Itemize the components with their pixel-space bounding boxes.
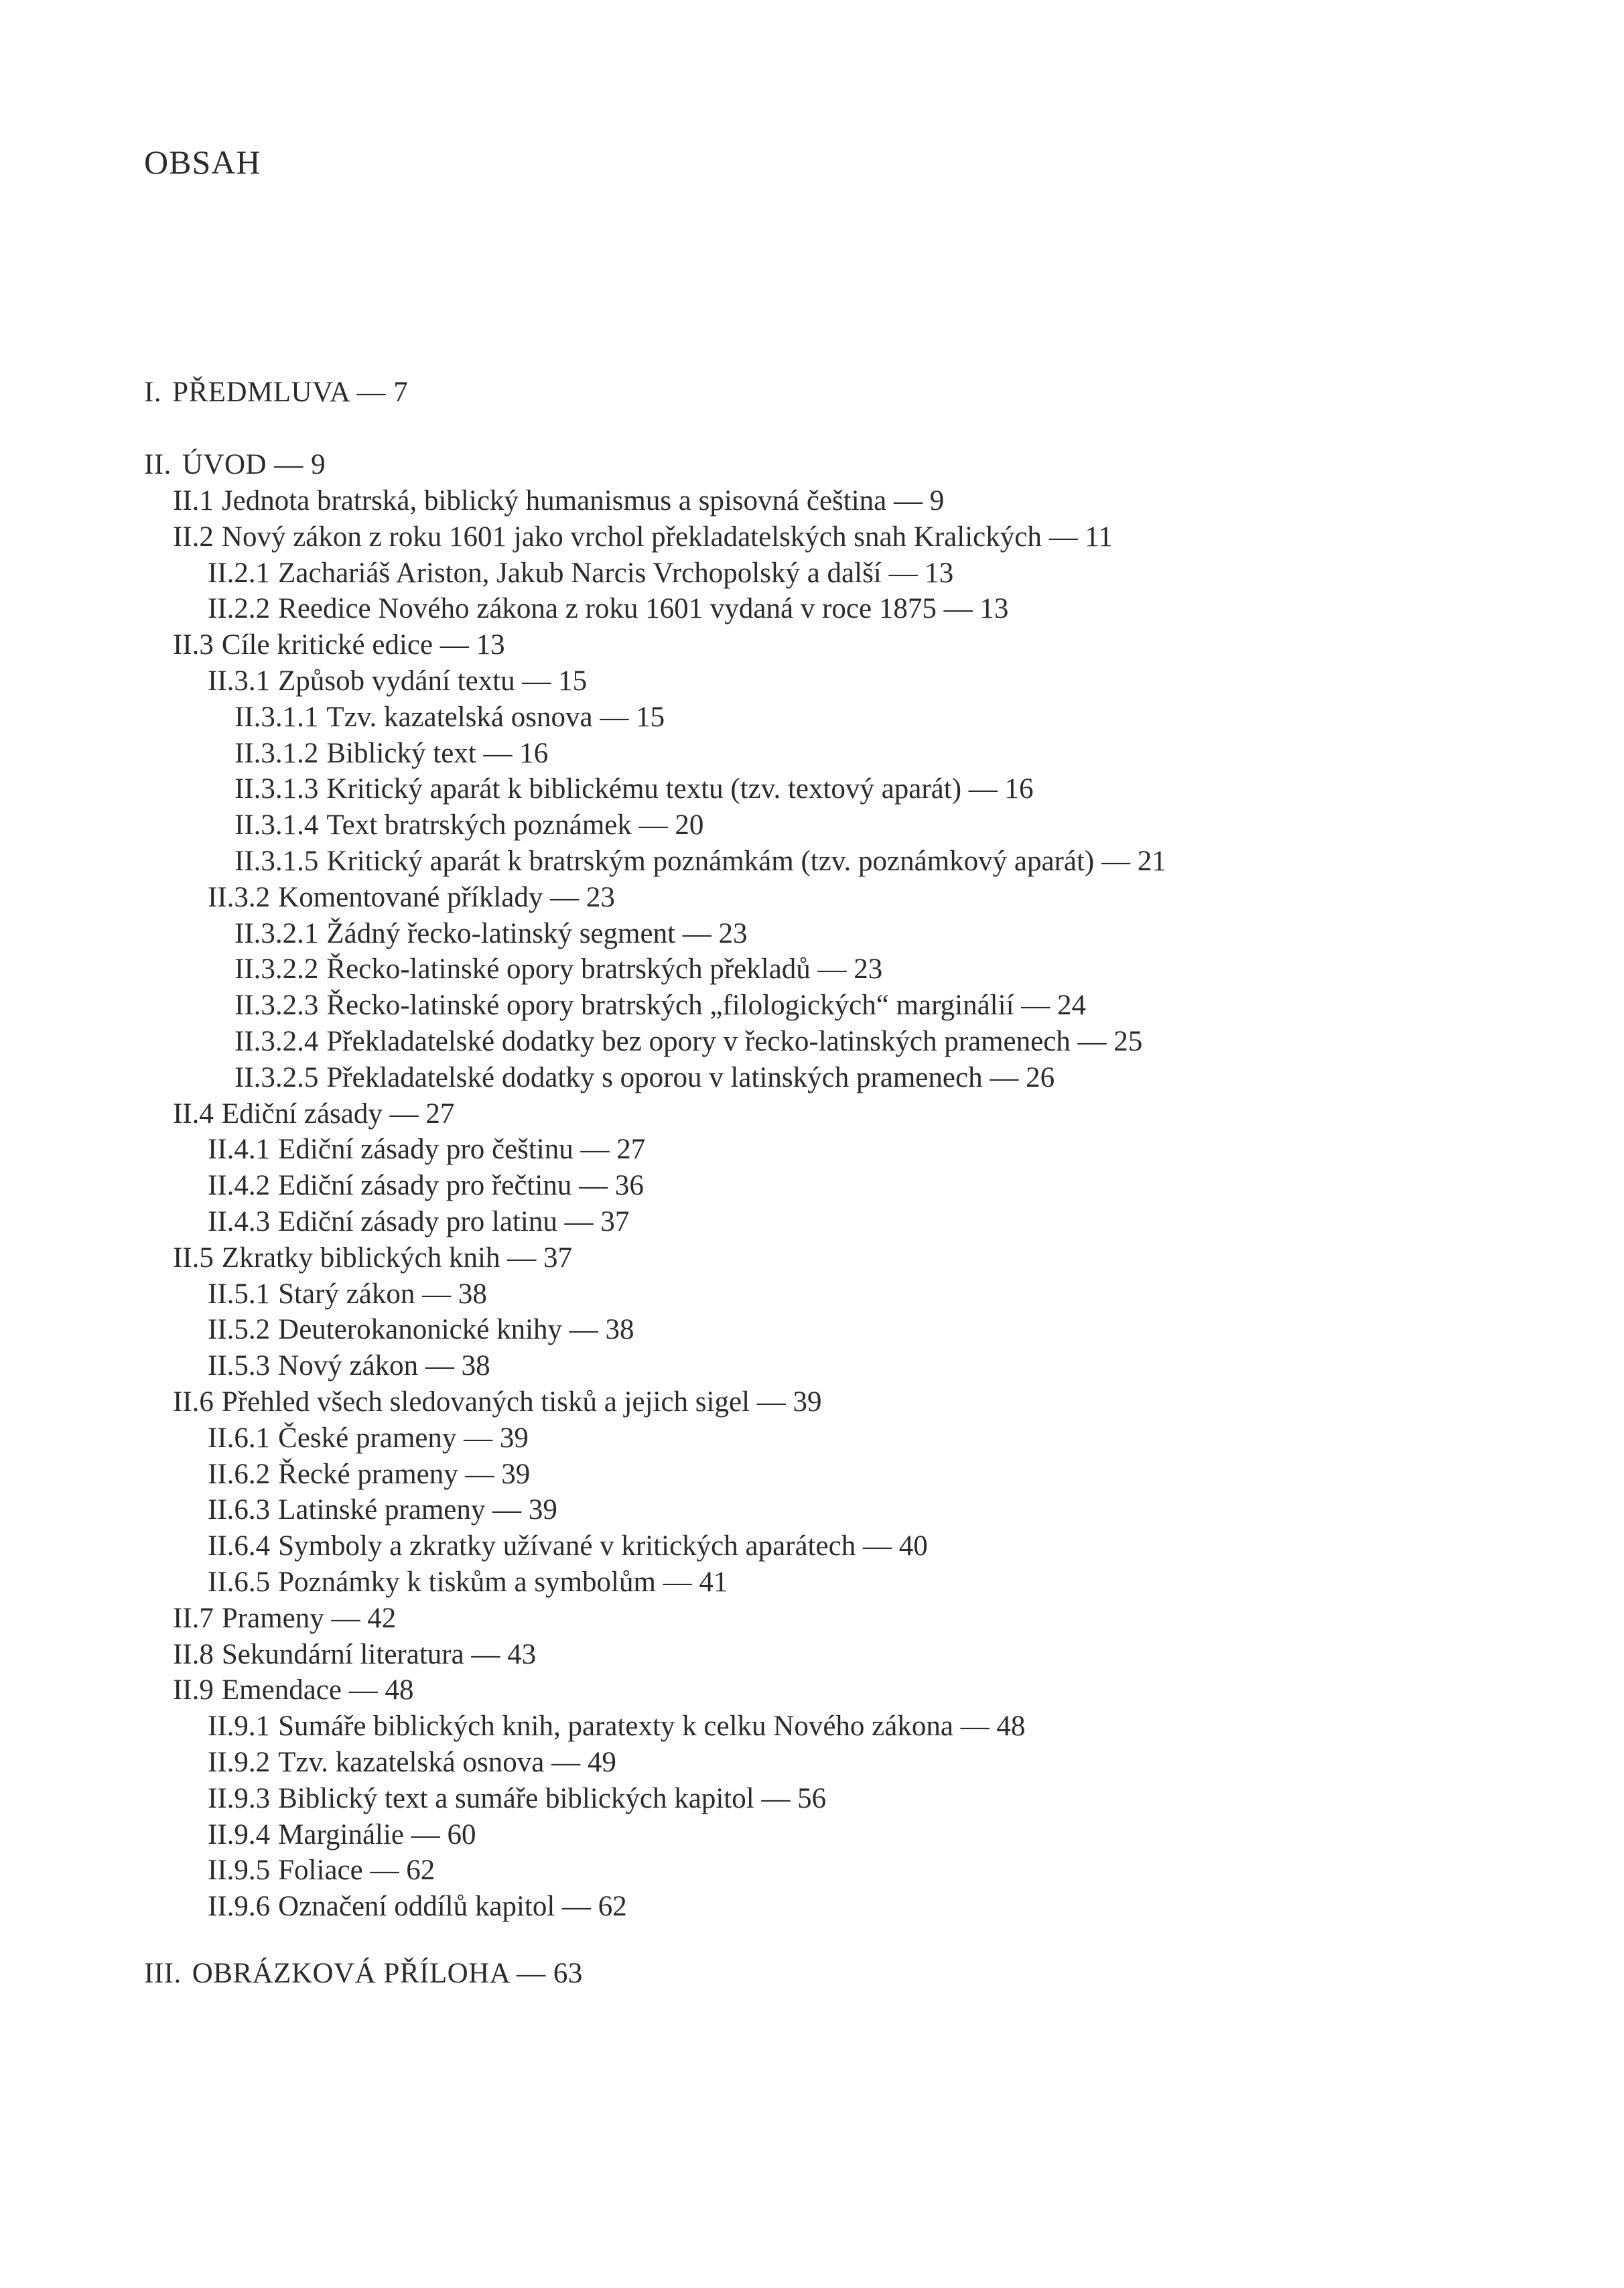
toc-entry bbox=[208, 1493, 557, 1528]
toc-entry bbox=[234, 700, 665, 735]
toc-entry-title: Deuterokanonické knihy — 38 bbox=[278, 1314, 634, 1345]
toc-entry-number: II.3.2.2 bbox=[234, 953, 319, 985]
toc-entry bbox=[173, 1601, 396, 1636]
toc-entry-number: II.3.2 bbox=[208, 882, 271, 913]
toc-entry-number: II.5 bbox=[173, 1242, 214, 1274]
toc-entry bbox=[234, 1061, 1055, 1095]
toc-entry-title: Nový zákon — 38 bbox=[278, 1350, 490, 1382]
toc-entry-title: Přehled všech sledovaných tisků a jejich sigel — 39 bbox=[221, 1386, 822, 1418]
toc-entry-title: Emendace — 48 bbox=[221, 1674, 414, 1706]
toc-entry bbox=[208, 1529, 928, 1564]
toc-entry-title: Reedice Nového zákona z roku 1601 vydaná v roce 1875 — 13 bbox=[278, 593, 1009, 624]
toc-entry bbox=[173, 1385, 822, 1420]
toc-entry-number: II.3.2.5 bbox=[234, 1062, 319, 1093]
toc-entry-number: II.5.1 bbox=[208, 1278, 271, 1310]
toc-entry-number: II.4.3 bbox=[208, 1206, 271, 1237]
toc-entry-number: II.4.1 bbox=[208, 1134, 271, 1165]
toc-entry-number: II.3.1.3 bbox=[234, 773, 319, 805]
toc-entry-title: Jednota bratrská, biblický humanismus a spisovná čeština — 9 bbox=[221, 485, 945, 517]
page-title: OBSAH bbox=[144, 143, 261, 181]
toc-entry-title: Ediční zásady pro latinu — 37 bbox=[278, 1206, 630, 1237]
toc-entry-title: Sumáře biblických knih, paratexty k celku Nového zákona — 48 bbox=[278, 1710, 1026, 1742]
toc-entry bbox=[173, 1673, 413, 1708]
toc-entry bbox=[234, 772, 1034, 807]
toc-entry-title: Sekundární literatura — 43 bbox=[221, 1639, 537, 1670]
toc-entry bbox=[234, 988, 1086, 1023]
toc-entry bbox=[173, 628, 505, 663]
toc-entry-number: II.9.4 bbox=[208, 1819, 271, 1850]
toc-entry bbox=[208, 1709, 1025, 1744]
toc-entry-number: II.6.3 bbox=[208, 1494, 271, 1526]
toc-entry bbox=[208, 1781, 826, 1816]
toc-entry bbox=[173, 520, 1113, 555]
toc-entry-number: II.8 bbox=[173, 1639, 214, 1670]
toc-entry-title: Řecko-latinské opory bratrských „filologických“ marginálií — 24 bbox=[326, 990, 1087, 1021]
toc-entry bbox=[208, 1745, 616, 1780]
toc-entry-title: Symboly a zkratky užívané v kritických aparátech — 40 bbox=[278, 1530, 928, 1562]
toc-entry-title: Zkratky biblických knih — 37 bbox=[221, 1242, 572, 1274]
toc-entry bbox=[234, 736, 548, 771]
toc-entry bbox=[208, 1421, 529, 1456]
toc-entry-title: Prameny — 42 bbox=[221, 1603, 397, 1634]
toc-entry bbox=[208, 1205, 629, 1239]
toc-entry-title: Komentované příklady — 23 bbox=[278, 882, 615, 913]
toc-entry bbox=[208, 592, 1008, 626]
toc-entry-number: II.3.2.4 bbox=[234, 1026, 319, 1057]
toc-entry bbox=[208, 556, 953, 591]
toc-entry-title: Biblický text a sumáře biblických kapitol — 56 bbox=[278, 1783, 827, 1814]
toc-entry-title: Kritický aparát k biblickému textu (tzv. textový aparát) — 16 bbox=[326, 773, 1034, 805]
toc-entry-title: Řecko-latinské opory bratrských překladů — 23 bbox=[326, 953, 883, 985]
toc-entry-number: II.2.1 bbox=[208, 557, 271, 589]
toc-entry-title: České prameny — 39 bbox=[278, 1422, 529, 1454]
toc-entry-title: Ediční zásady — 27 bbox=[221, 1098, 455, 1130]
toc-entry-number: II.9.2 bbox=[208, 1747, 271, 1778]
toc-entry bbox=[208, 1277, 487, 1312]
toc-entry-title: Zachariáš Ariston, Jakub Narcis Vrchopolský a další — 13 bbox=[278, 557, 954, 589]
toc-entry-number: II.3.1.4 bbox=[234, 809, 319, 841]
toc-entry-number: II.2.2 bbox=[208, 593, 271, 624]
toc-entry-number: II.6.4 bbox=[208, 1530, 271, 1562]
toc-entry-number: II.6.5 bbox=[208, 1566, 271, 1598]
toc-entry-title: Ediční zásady pro řečtinu — 36 bbox=[278, 1170, 644, 1201]
toc-entry-title: PŘEDMLUVA — 7 bbox=[172, 377, 409, 408]
toc-entry-number: III. bbox=[144, 1958, 182, 1989]
toc-entry-number: II. bbox=[144, 449, 172, 480]
toc-chapter bbox=[144, 1956, 583, 1991]
toc-entry bbox=[208, 1853, 435, 1888]
toc-entry bbox=[173, 1637, 536, 1672]
toc-entry-title: Starý zákon — 38 bbox=[278, 1278, 487, 1310]
toc-entry bbox=[208, 880, 615, 915]
toc-entry-number: II.9 bbox=[173, 1674, 214, 1706]
toc-entry-number: II.9.5 bbox=[208, 1855, 271, 1886]
toc-entry-title: Označení oddílů kapitol — 62 bbox=[278, 1891, 627, 1922]
toc-entry-number: II.6.2 bbox=[208, 1459, 271, 1490]
toc-entry-number: II.3.2.1 bbox=[234, 918, 319, 949]
toc-entry-number: II.9.1 bbox=[208, 1710, 271, 1742]
toc-entry-title: Nový zákon z roku 1601 jako vrchol překladatelských snah Kralických — 11 bbox=[221, 521, 1113, 553]
toc-entry-number: II.3.2.3 bbox=[234, 990, 319, 1021]
toc-entry bbox=[208, 664, 587, 699]
toc-entry-number: II.4.2 bbox=[208, 1170, 271, 1201]
toc-entry bbox=[208, 1889, 627, 1924]
toc-entry-title: Překladatelské dodatky s oporou v latinských pramenech — 26 bbox=[326, 1062, 1055, 1093]
toc-entry bbox=[234, 1024, 1142, 1059]
toc-entry-title: OBRÁZKOVÁ PŘÍLOHA — 63 bbox=[192, 1958, 583, 1989]
toc-entry-title: Překladatelské dodatky bez opory v řecko-latinských pramenech — 25 bbox=[326, 1026, 1143, 1057]
toc-entry-number: II.6.1 bbox=[208, 1422, 271, 1454]
toc-entry bbox=[208, 1457, 530, 1492]
toc-entry bbox=[208, 1565, 728, 1600]
toc-entry-title: Žádný řecko-latinský segment — 23 bbox=[326, 918, 748, 949]
toc-entry-number: II.5.3 bbox=[208, 1350, 271, 1382]
toc-entry bbox=[208, 1349, 490, 1384]
toc-entry bbox=[173, 484, 944, 519]
toc-entry-title: Tzv. kazatelská osnova — 15 bbox=[326, 701, 665, 733]
toc-entry-number: II.7 bbox=[173, 1603, 214, 1634]
toc-entry-title: ÚVOD — 9 bbox=[182, 449, 326, 480]
toc-entry bbox=[173, 1241, 572, 1276]
toc-entry-number: II.5.2 bbox=[208, 1314, 271, 1345]
toc-entry-number: II.3.1.5 bbox=[234, 846, 319, 877]
toc-entry bbox=[234, 808, 703, 843]
toc-entry-number: II.2 bbox=[173, 521, 214, 553]
toc-entry-number: II.1 bbox=[173, 485, 214, 517]
toc-entry bbox=[173, 1097, 454, 1132]
toc-entry-title: Text bratrských poznámek — 20 bbox=[326, 809, 704, 841]
toc-chapter bbox=[144, 448, 326, 482]
toc-entry-title: Poznámky k tiskům a symbolům — 41 bbox=[278, 1566, 728, 1598]
toc-entry-number: II.3 bbox=[173, 629, 214, 661]
toc-entry bbox=[208, 1132, 645, 1167]
toc-entry-number: II.3.1.1 bbox=[234, 701, 319, 733]
toc-entry-title: Řecké prameny — 39 bbox=[278, 1459, 531, 1490]
toc-chapter bbox=[144, 375, 408, 410]
toc-entry-number: II.3.1 bbox=[208, 665, 271, 697]
toc-entry bbox=[234, 917, 748, 951]
toc-entry bbox=[208, 1818, 476, 1853]
toc-entry bbox=[234, 844, 1166, 879]
toc-entry-title: Způsob vydání textu — 15 bbox=[278, 665, 588, 697]
toc-entry-number: II.9.3 bbox=[208, 1783, 271, 1814]
toc-entry-number: II.3.1.2 bbox=[234, 738, 319, 769]
toc-entry bbox=[208, 1168, 644, 1203]
toc-entry-title: Biblický text — 16 bbox=[326, 738, 549, 769]
toc-entry-number: II.4 bbox=[173, 1098, 214, 1130]
toc-entry-title: Latinské prameny — 39 bbox=[278, 1494, 557, 1526]
toc-entry-number: I. bbox=[144, 377, 162, 408]
toc-entry-title: Foliace — 62 bbox=[278, 1855, 435, 1886]
toc-entry-title: Kritický aparát k bratrským poznámkám (tzv. poznámkový aparát) — 21 bbox=[326, 846, 1166, 877]
toc-entry-title: Cíle kritické edice — 13 bbox=[221, 629, 505, 661]
toc-entry-title: Ediční zásady pro češtinu — 27 bbox=[278, 1134, 646, 1165]
toc-entry-number: II.6 bbox=[173, 1386, 214, 1418]
toc-entry bbox=[234, 952, 882, 987]
toc-entry-title: Tzv. kazatelská osnova — 49 bbox=[278, 1747, 616, 1778]
toc-entry-title: Marginálie — 60 bbox=[278, 1819, 476, 1850]
toc-entry bbox=[208, 1313, 634, 1347]
toc-entry-number: II.9.6 bbox=[208, 1891, 271, 1922]
